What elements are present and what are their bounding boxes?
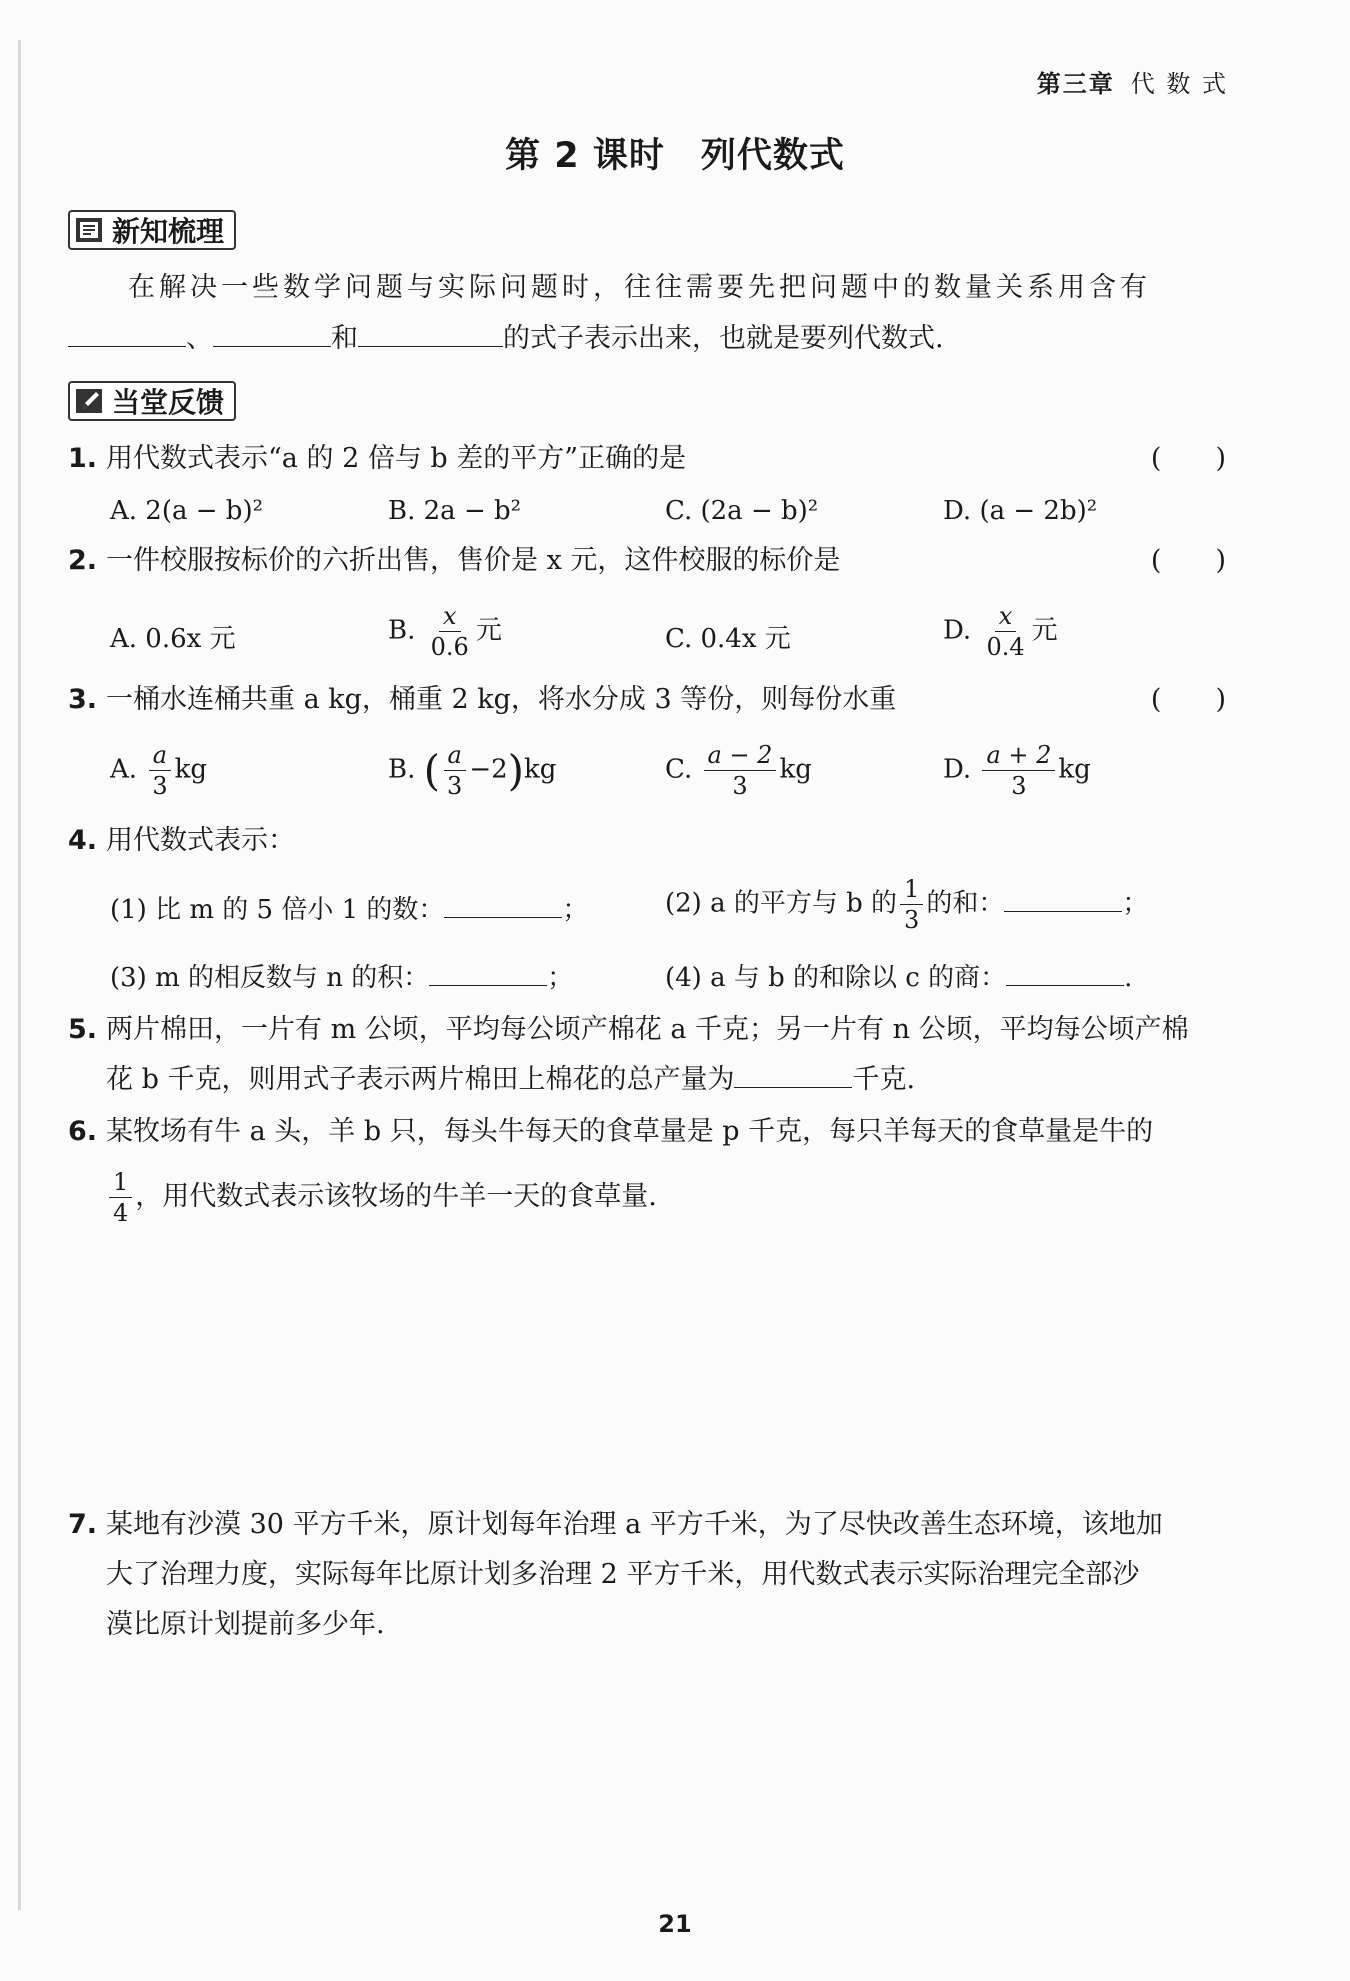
question-2: 2. 一件校服按标价的六折出售，售价是 x 元，这件校服的标价是 — [68, 545, 841, 576]
answer-space[interactable] — [106, 1660, 1226, 1890]
lesson-topic: 列代数式 — [700, 136, 845, 176]
pencil-icon — [74, 387, 104, 415]
option-d[interactable]: D. (a − 2b)² — [943, 496, 1098, 526]
binding-shadow — [18, 40, 21, 1910]
q4-part-3: (3) m 的相反数与 n 的积： ； — [110, 955, 573, 994]
option-c[interactable]: C. 0.4x 元 — [665, 624, 791, 654]
option-b[interactable]: B. $\frac{x}{0.6}$ 元 — [388, 602, 502, 661]
option-a[interactable]: A. 0.6x 元 — [110, 624, 236, 654]
lesson-title — [0, 128, 1350, 178]
answer-bracket[interactable]: ( ) — [1150, 443, 1226, 474]
running-header — [1037, 64, 1228, 99]
question-7: 7. 某地有沙漠 30 平方千米，原计划每年治理 a 平方千米，为了尽快改善生态环境，该地加 — [68, 1509, 1163, 1540]
fraction: $\frac{x}{0.4}$ — [986, 602, 1025, 661]
fraction: $\frac{a - 2}{3}$ — [704, 743, 777, 798]
option-b[interactable]: B. 2a − b² — [388, 496, 522, 526]
fraction: $\frac{a}{3}$ — [148, 743, 171, 798]
question-7-line3: 漠比原计划提前多少年. — [106, 1609, 385, 1640]
answer-blank[interactable] — [444, 887, 562, 918]
question-6: 6. 某牧场有牛 a 头，羊 b 只，每头牛每天的食草量是 p 千克，每只羊每天的食草量是牛的 — [68, 1116, 1154, 1147]
question-5-line2: 花 b 千克，则用式子表示两片棉田上棉花的总产量为 千克. — [106, 1055, 915, 1105]
page-number: 21 — [658, 1910, 692, 1938]
fraction: $\frac{a + 2}{3}$ — [982, 743, 1055, 798]
option-d[interactable]: D. $\frac{a + 2}{3}$ kg — [943, 741, 1091, 800]
lesson-number: 第 2 课时 — [505, 136, 665, 176]
fraction: $\frac{1}{4}$ — [109, 1170, 132, 1225]
answer-space[interactable] — [106, 1230, 1226, 1490]
question-4: 4. 用代数式表示： — [68, 825, 295, 856]
option-a[interactable]: A. $\frac{a}{3}$ kg — [110, 741, 207, 800]
answer-bracket[interactable]: ( ) — [1150, 684, 1226, 715]
section-label: 新知梳理 — [112, 215, 225, 248]
answer-blank[interactable] — [68, 316, 186, 347]
answer-blank[interactable] — [213, 316, 331, 347]
intro-line1: 在解决一些数学问题与实际问题时，往往需要先把问题中的数量关系用含有 — [128, 272, 1151, 303]
option-c[interactable]: C. (2a − b)² — [665, 496, 819, 526]
section-header-new-knowledge — [68, 210, 236, 250]
answer-blank[interactable] — [429, 955, 547, 986]
fraction: $\frac{a}{3}$ — [443, 743, 466, 798]
section-header-feedback — [68, 381, 236, 421]
answer-blank[interactable] — [1004, 881, 1122, 912]
option-a[interactable]: A. 2(a − b)² — [110, 496, 264, 526]
section-label: 当堂反馈 — [112, 386, 225, 419]
q4-part-1: (1) 比 m 的 5 倍小 1 的数： ； — [110, 887, 588, 926]
q4-part-2: (2) a 的平方与 b 的 $\frac{1}{3}$ 的和： ； — [665, 875, 1149, 934]
question-5: 5. 两片棉田，一片有 m 公顷，平均每公顷产棉花 a 千克；另一片有 n 公顷，平均每公顷产棉 — [68, 1014, 1189, 1045]
fraction: $\frac{1}{3}$ — [900, 877, 923, 932]
subject-label: 代 数 式 — [1130, 70, 1228, 98]
question-1: 1. 用代数式表示“a 的 2 倍与 b 差的平方”正确的是 — [68, 443, 687, 474]
intro-line2: 、 和 的式子表示出来，也就是要列代数式. — [68, 314, 944, 364]
answer-bracket[interactable]: ( ) — [1150, 545, 1226, 576]
question-7-line2: 大了治理力度，实际每年比原计划多治理 2 平方千米，用代数式表示实际治理完全部沙 — [106, 1559, 1140, 1590]
option-d[interactable]: D. $\frac{x}{0.4}$ 元 — [943, 602, 1058, 661]
answer-blank[interactable] — [734, 1057, 852, 1088]
answer-blank[interactable] — [358, 316, 503, 347]
q4-part-4: (4) a 与 b 的和除以 c 的商： . — [665, 955, 1132, 994]
question-3: 3. 一桶水连桶共重 a kg，桶重 2 kg，将水分成 3 等份，则每份水重 — [68, 684, 897, 715]
option-b[interactable]: B. ( $\frac{a}{3}$ −2)kg — [388, 741, 557, 800]
option-c[interactable]: C. $\frac{a - 2}{3}$ kg — [665, 741, 812, 800]
question-6-line2: $\frac{1}{4}$ ，用代数式表示该牧场的牛羊一天的食草量. — [106, 1170, 657, 1225]
answer-blank[interactable] — [1006, 955, 1124, 986]
fraction: $\frac{x}{0.6}$ — [430, 602, 469, 661]
book-icon — [74, 216, 104, 244]
chapter-label: 第三章 — [1036, 70, 1115, 98]
